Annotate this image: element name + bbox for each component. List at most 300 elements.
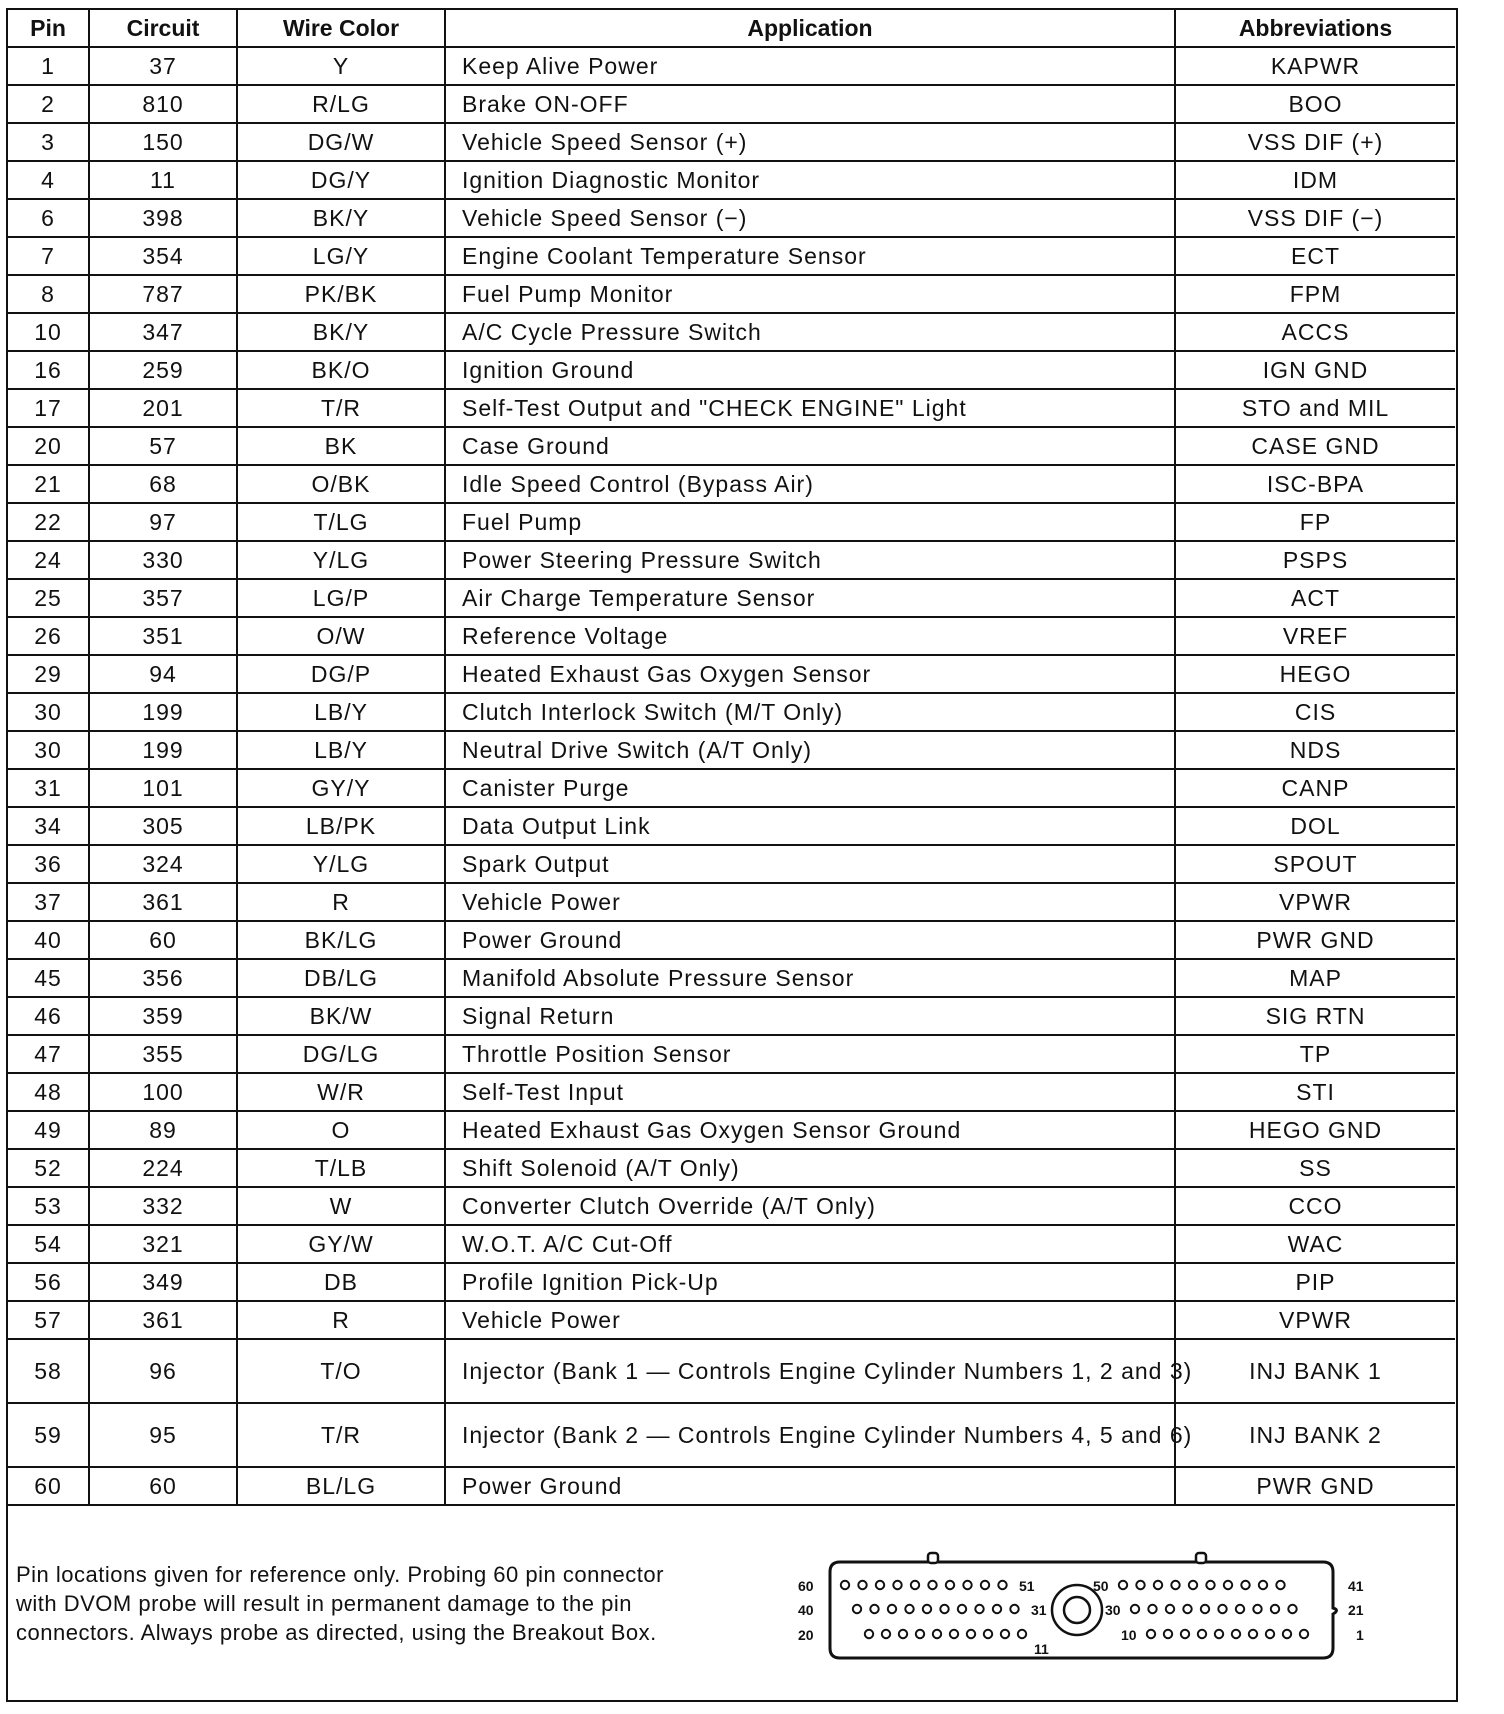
circuit-cell: 57	[89, 427, 237, 465]
wire-color-cell: GY/W	[237, 1225, 445, 1263]
connector-pin	[858, 1581, 866, 1589]
abbreviation-cell: TP	[1175, 1035, 1455, 1073]
circuit-cell: 357	[89, 579, 237, 617]
wire-color-cell: LG/Y	[237, 237, 445, 275]
wire-color-cell: T/O	[237, 1339, 445, 1403]
connector-pin	[1236, 1605, 1244, 1613]
connector-pin	[916, 1630, 924, 1638]
pin-cell: 30	[8, 731, 89, 769]
table-row	[8, 237, 1455, 275]
wire-color-cell: BK/Y	[237, 313, 445, 351]
wire-color-cell: BK/O	[237, 351, 445, 389]
connector-pin	[870, 1605, 878, 1613]
connector-pin	[1183, 1605, 1191, 1613]
abbreviation-cell: IGN GND	[1175, 351, 1455, 389]
application-cell: Heated Exhaust Gas Oxygen Sensor Ground	[445, 1111, 1175, 1149]
abbreviation-cell: MAP	[1175, 959, 1455, 997]
circuit-cell: 201	[89, 389, 237, 427]
circuit-cell: 324	[89, 845, 237, 883]
application-cell: Engine Coolant Temperature Sensor	[445, 237, 1175, 275]
table-row	[8, 503, 1455, 541]
connector-pin	[967, 1630, 975, 1638]
application-cell: Injector (Bank 1 — Controls Engine Cylinder Numbers 1, 2 and 3)	[445, 1339, 1175, 1403]
connector-pin	[1164, 1630, 1172, 1638]
connector-pin	[1249, 1630, 1257, 1638]
circuit-cell: 68	[89, 465, 237, 503]
table-row	[8, 1339, 1455, 1403]
connector-label-31: 31	[1031, 1602, 1047, 1618]
wire-color-cell: W	[237, 1187, 445, 1225]
circuit-cell: 89	[89, 1111, 237, 1149]
connector-pin	[1201, 1605, 1209, 1613]
wire-color-cell: DG/Y	[237, 161, 445, 199]
connector-pin	[1283, 1630, 1291, 1638]
application-cell: Spark Output	[445, 845, 1175, 883]
abbreviation-cell: CCO	[1175, 1187, 1455, 1225]
connector-pin	[940, 1605, 948, 1613]
circuit-cell: 355	[89, 1035, 237, 1073]
table-row	[8, 883, 1455, 921]
table-row	[8, 845, 1455, 883]
connector-center-boss-inner	[1064, 1597, 1090, 1623]
table-row	[8, 1301, 1455, 1339]
wire-color-cell: T/LG	[237, 503, 445, 541]
application-cell: Converter Clutch Override (A/T Only)	[445, 1187, 1175, 1225]
application-cell: Throttle Position Sensor	[445, 1035, 1175, 1073]
pin-cell: 56	[8, 1263, 89, 1301]
wire-color-cell: T/R	[237, 1403, 445, 1467]
header-abbreviations: Abbreviations	[1175, 10, 1455, 47]
connector-pin	[882, 1630, 890, 1638]
connector-label-10: 10	[1121, 1627, 1137, 1643]
table-row	[8, 1149, 1455, 1187]
connector-pin	[865, 1630, 873, 1638]
circuit-cell: 60	[89, 921, 237, 959]
pin-cell: 29	[8, 655, 89, 693]
connector-pin	[1010, 1605, 1018, 1613]
circuit-cell: 95	[89, 1403, 237, 1467]
circuit-cell: 810	[89, 85, 237, 123]
abbreviation-cell: VSS DIF (+)	[1175, 123, 1455, 161]
pin-cell: 2	[8, 85, 89, 123]
wire-color-cell: GY/Y	[237, 769, 445, 807]
connector-pin	[981, 1581, 989, 1589]
connector-label-30: 30	[1105, 1602, 1121, 1618]
table-header-row	[8, 10, 1455, 47]
wire-color-cell: BK/Y	[237, 199, 445, 237]
wire-color-cell: BK/LG	[237, 921, 445, 959]
wire-color-cell: DG/LG	[237, 1035, 445, 1073]
abbreviation-cell: HEGO	[1175, 655, 1455, 693]
pin-cell: 24	[8, 541, 89, 579]
application-cell: Clutch Interlock Switch (M/T Only)	[445, 693, 1175, 731]
application-cell: Fuel Pump Monitor	[445, 275, 1175, 313]
table-row	[8, 1187, 1455, 1225]
connector-pin	[1018, 1630, 1026, 1638]
circuit-cell: 305	[89, 807, 237, 845]
abbreviation-cell: ECT	[1175, 237, 1455, 275]
connector-pin	[853, 1605, 861, 1613]
pin-cell: 57	[8, 1301, 89, 1339]
application-cell: Self-Test Input	[445, 1073, 1175, 1111]
pin-cell: 31	[8, 769, 89, 807]
pin-cell: 37	[8, 883, 89, 921]
connector-label-51: 51	[1019, 1578, 1035, 1594]
pin-cell: 25	[8, 579, 89, 617]
pin-cell: 20	[8, 427, 89, 465]
abbreviation-cell: STO and MIL	[1175, 389, 1455, 427]
pin-cell: 10	[8, 313, 89, 351]
pin-cell: 60	[8, 1467, 89, 1505]
wire-color-cell: R	[237, 883, 445, 921]
pin-table	[8, 10, 1455, 1506]
table-row	[8, 1225, 1455, 1263]
application-cell: Heated Exhaust Gas Oxygen Sensor	[445, 655, 1175, 693]
pin-cell: 48	[8, 1073, 89, 1111]
abbreviation-cell: PSPS	[1175, 541, 1455, 579]
table-row	[8, 807, 1455, 845]
wire-color-cell: BK/W	[237, 997, 445, 1035]
header-pin: Pin	[8, 10, 89, 47]
wire-color-cell: T/LB	[237, 1149, 445, 1187]
abbreviation-cell: PWR GND	[1175, 921, 1455, 959]
connector-pin	[975, 1605, 983, 1613]
application-cell: W.O.T. A/C Cut-Off	[445, 1225, 1175, 1263]
application-cell: Keep Alive Power	[445, 47, 1175, 85]
wire-color-cell: LG/P	[237, 579, 445, 617]
pin-cell: 45	[8, 959, 89, 997]
application-cell: Data Output Link	[445, 807, 1175, 845]
table-row	[8, 389, 1455, 427]
abbreviation-cell: PIP	[1175, 1263, 1455, 1301]
wire-color-cell: DB	[237, 1263, 445, 1301]
abbreviation-cell: BOO	[1175, 85, 1455, 123]
pin-cell: 8	[8, 275, 89, 313]
abbreviation-cell: SS	[1175, 1149, 1455, 1187]
table-row	[8, 47, 1455, 85]
connector-pin	[958, 1605, 966, 1613]
circuit-cell: 97	[89, 503, 237, 541]
wire-color-cell: Y	[237, 47, 445, 85]
circuit-cell: 359	[89, 997, 237, 1035]
pin-cell: 26	[8, 617, 89, 655]
circuit-cell: 354	[89, 237, 237, 275]
table-row	[8, 731, 1455, 769]
connector-pin	[876, 1581, 884, 1589]
abbreviation-cell: DOL	[1175, 807, 1455, 845]
connector-pins	[841, 1581, 1308, 1638]
abbreviation-cell: NDS	[1175, 731, 1455, 769]
pin-cell: 17	[8, 389, 89, 427]
circuit-cell: 787	[89, 275, 237, 313]
abbreviation-cell: HEGO GND	[1175, 1111, 1455, 1149]
connector-pin	[1171, 1581, 1179, 1589]
table-row	[8, 199, 1455, 237]
connector-label-21: 21	[1348, 1602, 1364, 1618]
pin-cell: 30	[8, 693, 89, 731]
table-row	[8, 1263, 1455, 1301]
table-row	[8, 427, 1455, 465]
connector-pin	[1166, 1605, 1174, 1613]
connector-pin	[1198, 1630, 1206, 1638]
connector-label-60: 60	[798, 1578, 814, 1594]
circuit-cell: 330	[89, 541, 237, 579]
connector-pin	[1001, 1630, 1009, 1638]
table-row	[8, 1035, 1455, 1073]
wire-color-cell: O	[237, 1111, 445, 1149]
pin-cell: 40	[8, 921, 89, 959]
connector-pin	[1266, 1630, 1274, 1638]
header-application: Application	[445, 10, 1175, 47]
circuit-cell: 199	[89, 731, 237, 769]
note-line: with DVOM probe will result in permanent damage to the pin	[16, 1591, 632, 1616]
circuit-cell: 96	[89, 1339, 237, 1403]
abbreviation-cell: WAC	[1175, 1225, 1455, 1263]
connector-pin	[928, 1581, 936, 1589]
connector-label-40: 40	[798, 1602, 814, 1618]
abbreviation-cell: INJ BANK 2	[1175, 1403, 1455, 1467]
connector-pin	[1215, 1630, 1223, 1638]
table-row	[8, 655, 1455, 693]
note-line: Pin locations given for reference only. Probing 60 pin connector	[16, 1562, 664, 1587]
connector-pin	[1136, 1581, 1144, 1589]
circuit-cell: 349	[89, 1263, 237, 1301]
abbreviation-cell: VPWR	[1175, 1301, 1455, 1339]
circuit-cell: 37	[89, 47, 237, 85]
wire-color-cell: O/W	[237, 617, 445, 655]
connector-pin	[905, 1605, 913, 1613]
application-cell: Power Ground	[445, 1467, 1175, 1505]
wire-color-cell: Y/LG	[237, 541, 445, 579]
connector-pin	[946, 1581, 954, 1589]
connector-pin	[933, 1630, 941, 1638]
application-cell: Idle Speed Control (Bypass Air)	[445, 465, 1175, 503]
circuit-cell: 199	[89, 693, 237, 731]
application-cell: Fuel Pump	[445, 503, 1175, 541]
application-cell: Neutral Drive Switch (A/T Only)	[445, 731, 1175, 769]
connector-pin	[1253, 1605, 1261, 1613]
connector-key-right	[1196, 1553, 1206, 1563]
table-body	[8, 47, 1455, 1505]
pin-cell: 34	[8, 807, 89, 845]
application-cell: A/C Cycle Pressure Switch	[445, 313, 1175, 351]
wire-color-cell: LB/PK	[237, 807, 445, 845]
connector-pin	[1148, 1605, 1156, 1613]
abbreviation-cell: ACT	[1175, 579, 1455, 617]
pin-cell: 7	[8, 237, 89, 275]
application-cell: Vehicle Power	[445, 883, 1175, 921]
abbreviation-cell: SIG RTN	[1175, 997, 1455, 1035]
connector-pin	[998, 1581, 1006, 1589]
circuit-cell: 150	[89, 123, 237, 161]
pin-chart-sheet	[6, 8, 1458, 1702]
wire-color-cell: BK	[237, 427, 445, 465]
header-wire-color: Wire Color	[237, 10, 445, 47]
application-cell: Injector (Bank 2 — Controls Engine Cylinder Numbers 4, 5 and 6)	[445, 1403, 1175, 1467]
abbreviation-cell: CASE GND	[1175, 427, 1455, 465]
connector-pin	[1154, 1581, 1162, 1589]
circuit-cell: 60	[89, 1467, 237, 1505]
abbreviation-cell: STI	[1175, 1073, 1455, 1111]
pin-cell: 53	[8, 1187, 89, 1225]
connector-label-50: 50	[1093, 1578, 1109, 1594]
abbreviation-cell: SPOUT	[1175, 845, 1455, 883]
connector-pin	[1232, 1630, 1240, 1638]
pin-cell: 3	[8, 123, 89, 161]
table-row	[8, 997, 1455, 1035]
connector-pin	[923, 1605, 931, 1613]
connector-pin	[841, 1581, 849, 1589]
wire-color-cell: R/LG	[237, 85, 445, 123]
warning-note	[16, 1560, 776, 1647]
circuit-cell: 356	[89, 959, 237, 997]
connector-pin	[1241, 1581, 1249, 1589]
connector-pin	[1206, 1581, 1214, 1589]
table-row	[8, 1403, 1455, 1467]
connector-pin	[1119, 1581, 1127, 1589]
table-row	[8, 1111, 1455, 1149]
table-row	[8, 313, 1455, 351]
header-circuit: Circuit	[89, 10, 237, 47]
connector-pin	[1147, 1630, 1155, 1638]
connector-label-41: 41	[1348, 1578, 1364, 1594]
wire-color-cell: T/R	[237, 389, 445, 427]
note-line: connectors. Always probe as directed, using the Breakout Box.	[16, 1620, 657, 1645]
wire-color-cell: PK/BK	[237, 275, 445, 313]
circuit-cell: 94	[89, 655, 237, 693]
wire-color-cell: Y/LG	[237, 845, 445, 883]
pin-cell: 1	[8, 47, 89, 85]
pin-cell: 52	[8, 1149, 89, 1187]
abbreviation-cell: VPWR	[1175, 883, 1455, 921]
connector-pin	[1288, 1605, 1296, 1613]
abbreviation-cell: CANP	[1175, 769, 1455, 807]
abbreviation-cell: IDM	[1175, 161, 1455, 199]
connector-pin	[1300, 1630, 1308, 1638]
table-row	[8, 351, 1455, 389]
circuit-cell: 101	[89, 769, 237, 807]
table-row	[8, 161, 1455, 199]
wire-color-cell: LB/Y	[237, 693, 445, 731]
application-cell: Self-Test Output and "CHECK ENGINE" Light	[445, 389, 1175, 427]
application-cell: Ignition Diagnostic Monitor	[445, 161, 1175, 199]
circuit-cell: 347	[89, 313, 237, 351]
table-row	[8, 541, 1455, 579]
pin-cell: 22	[8, 503, 89, 541]
circuit-cell: 361	[89, 1301, 237, 1339]
abbreviation-cell: CIS	[1175, 693, 1455, 731]
table-row	[8, 959, 1455, 997]
connector-pin	[984, 1630, 992, 1638]
pin-cell: 6	[8, 199, 89, 237]
application-cell: Ignition Ground	[445, 351, 1175, 389]
connector-label-11: 11	[1034, 1641, 1049, 1657]
wire-color-cell: DG/P	[237, 655, 445, 693]
abbreviation-cell: VREF	[1175, 617, 1455, 655]
pin-cell: 47	[8, 1035, 89, 1073]
application-cell: Power Ground	[445, 921, 1175, 959]
connector-pin	[1224, 1581, 1232, 1589]
wire-color-cell: DG/W	[237, 123, 445, 161]
circuit-cell: 100	[89, 1073, 237, 1111]
connector-pin	[1218, 1605, 1226, 1613]
pin-cell: 54	[8, 1225, 89, 1263]
application-cell: Manifold Absolute Pressure Sensor	[445, 959, 1175, 997]
application-cell: Canister Purge	[445, 769, 1175, 807]
table-row	[8, 1467, 1455, 1505]
table-row	[8, 579, 1455, 617]
connector-pin	[993, 1605, 1001, 1613]
connector-key-left	[928, 1553, 938, 1563]
application-cell: Power Steering Pressure Switch	[445, 541, 1175, 579]
table-row	[8, 1073, 1455, 1111]
application-cell: Reference Voltage	[445, 617, 1175, 655]
abbreviation-cell: KAPWR	[1175, 47, 1455, 85]
table-row	[8, 465, 1455, 503]
circuit-cell: 259	[89, 351, 237, 389]
pin-cell: 36	[8, 845, 89, 883]
abbreviation-cell: PWR GND	[1175, 1467, 1455, 1505]
circuit-cell: 398	[89, 199, 237, 237]
circuit-cell: 361	[89, 883, 237, 921]
connector-pin	[899, 1630, 907, 1638]
table-row	[8, 275, 1455, 313]
abbreviation-cell: ISC-BPA	[1175, 465, 1455, 503]
connector-pin	[1276, 1581, 1284, 1589]
pin-cell: 16	[8, 351, 89, 389]
pin-cell: 46	[8, 997, 89, 1035]
circuit-cell: 332	[89, 1187, 237, 1225]
circuit-cell: 351	[89, 617, 237, 655]
connector-pin	[893, 1581, 901, 1589]
connector-pin	[1181, 1630, 1189, 1638]
circuit-cell: 224	[89, 1149, 237, 1187]
abbreviation-cell: ACCS	[1175, 313, 1455, 351]
connector-diagram	[788, 1540, 1428, 1680]
connector-pin	[911, 1581, 919, 1589]
abbreviation-cell: FP	[1175, 503, 1455, 541]
pin-cell: 58	[8, 1339, 89, 1403]
application-cell: Vehicle Power	[445, 1301, 1175, 1339]
wire-color-cell: O/BK	[237, 465, 445, 503]
table-row	[8, 769, 1455, 807]
table-row	[8, 693, 1455, 731]
table-row	[8, 921, 1455, 959]
pin-cell: 49	[8, 1111, 89, 1149]
wire-color-cell: DB/LG	[237, 959, 445, 997]
application-cell: Signal Return	[445, 997, 1175, 1035]
table-row	[8, 85, 1455, 123]
connector-pin	[1259, 1581, 1267, 1589]
connector-pin	[1189, 1581, 1197, 1589]
pin-cell: 4	[8, 161, 89, 199]
wire-color-cell: BL/LG	[237, 1467, 445, 1505]
wire-color-cell: R	[237, 1301, 445, 1339]
circuit-cell: 321	[89, 1225, 237, 1263]
application-cell: Vehicle Speed Sensor (−)	[445, 199, 1175, 237]
application-cell: Shift Solenoid (A/T Only)	[445, 1149, 1175, 1187]
application-cell: Air Charge Temperature Sensor	[445, 579, 1175, 617]
connector-pin	[963, 1581, 971, 1589]
application-cell: Vehicle Speed Sensor (+)	[445, 123, 1175, 161]
table-row	[8, 123, 1455, 161]
connector-pin	[950, 1630, 958, 1638]
abbreviation-cell: FPM	[1175, 275, 1455, 313]
table-row	[8, 617, 1455, 655]
pin-cell: 59	[8, 1403, 89, 1467]
wire-color-cell: LB/Y	[237, 731, 445, 769]
application-cell: Profile Ignition Pick-Up	[445, 1263, 1175, 1301]
